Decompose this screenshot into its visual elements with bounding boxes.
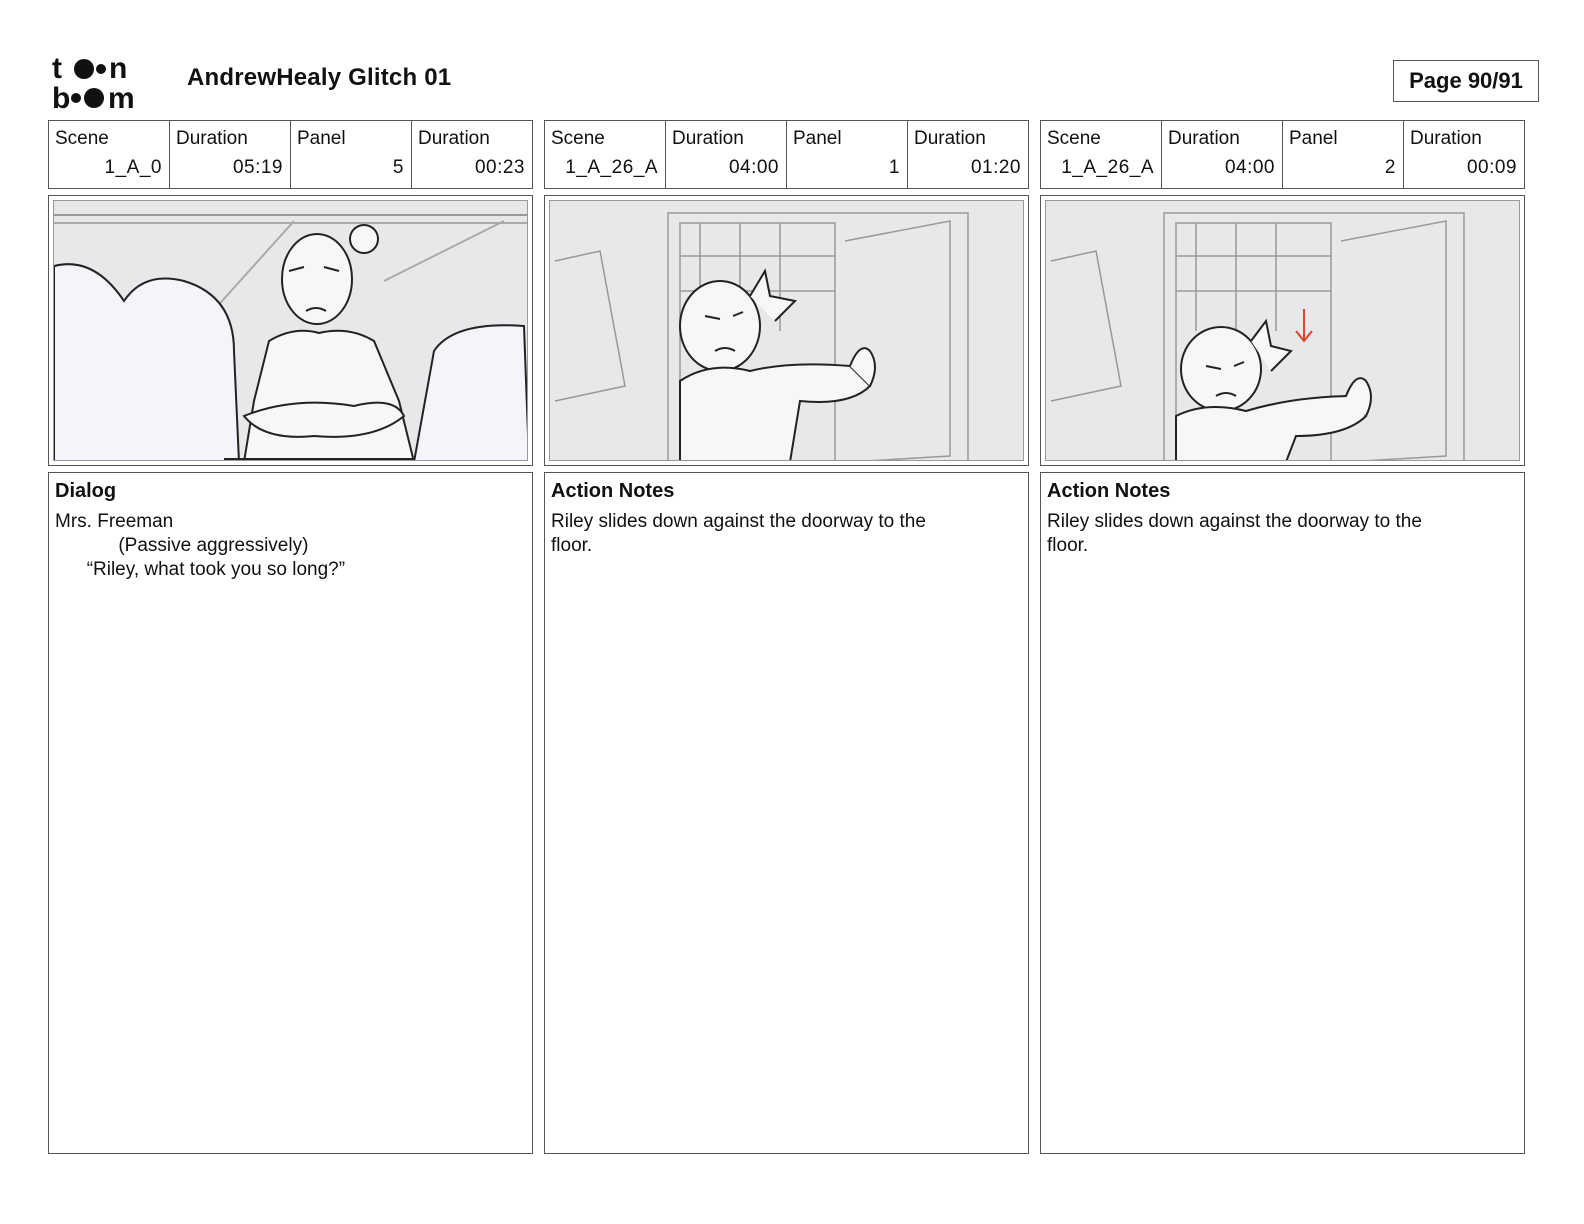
storyboard-frame[interactable]	[48, 195, 533, 466]
scene-duration-value: 04:00	[728, 157, 779, 178]
scene-value: 1_A_26_A	[565, 157, 658, 178]
notes-line: floor.	[1047, 535, 1089, 556]
toonboom-logo	[52, 52, 164, 112]
panel-duration-value: 01:20	[970, 157, 1021, 178]
scene-label: Scene	[55, 128, 109, 149]
storyboard-frame[interactable]	[1040, 195, 1525, 466]
panel-info-table	[544, 120, 1029, 189]
notes-box	[48, 472, 533, 1154]
svg-text:b: b	[52, 82, 71, 112]
duration-label: Duration	[418, 128, 490, 149]
duration-label: Duration	[672, 128, 744, 149]
panel-duration-cell	[908, 121, 1028, 188]
duration-label: Duration	[1168, 128, 1240, 149]
duration-label: Duration	[1410, 128, 1482, 149]
storyboard-frame[interactable]	[544, 195, 1029, 466]
notes-title: Dialog	[55, 480, 117, 502]
panel-duration-value: 00:23	[474, 157, 525, 178]
panel-label: Panel	[1289, 128, 1338, 149]
notes-line: Riley slides down against the doorway to the	[551, 511, 926, 532]
scene-duration-cell	[1162, 121, 1283, 188]
notes-title: Action Notes	[551, 480, 675, 502]
scene-duration-cell	[666, 121, 787, 188]
panel-cell	[1283, 121, 1404, 188]
scene-duration-value: 05:19	[232, 157, 283, 178]
notes-title: Action Notes	[1047, 480, 1171, 502]
sketch-image	[1045, 200, 1520, 461]
scene-cell	[1041, 121, 1162, 188]
scene-value: 1_A_26_A	[1061, 157, 1154, 178]
panel-label: Panel	[793, 128, 842, 149]
duration-label: Duration	[176, 128, 248, 149]
svg-text:m: m	[108, 82, 135, 112]
sketch-image	[549, 200, 1024, 461]
notes-line: floor.	[551, 535, 593, 556]
page-indicator: Page 90/91	[1393, 60, 1539, 102]
svg-text:t: t	[52, 52, 62, 85]
panel-duration-cell	[412, 121, 532, 188]
panel-value: 2	[1384, 157, 1396, 178]
scene-cell	[545, 121, 666, 188]
document-title: AndrewHealy Glitch 01	[187, 64, 452, 91]
panel-cell	[291, 121, 412, 188]
scene-label: Scene	[551, 128, 605, 149]
scene-cell	[49, 121, 170, 188]
notes-box	[1040, 472, 1525, 1154]
notes-box	[544, 472, 1029, 1154]
panel-value: 1	[888, 157, 900, 178]
scene-duration-value: 04:00	[1224, 157, 1275, 178]
notes-line: (Passive aggressively)	[55, 535, 309, 556]
scene-value: 1_A_0	[104, 157, 162, 178]
panel-cell	[787, 121, 908, 188]
scene-label: Scene	[1047, 128, 1101, 149]
panel-duration-cell	[1404, 121, 1524, 188]
sketch-image	[53, 200, 528, 461]
duration-label: Duration	[914, 128, 986, 149]
svg-text:n: n	[109, 52, 128, 85]
panel-info-table	[48, 120, 533, 189]
panel-info-table	[1040, 120, 1525, 189]
notes-line: “Riley, what took you so long?”	[55, 559, 346, 580]
notes-line: Riley slides down against the doorway to the	[1047, 511, 1422, 532]
panel-value: 5	[392, 157, 404, 178]
panel-duration-value: 00:09	[1466, 157, 1517, 178]
scene-duration-cell	[170, 121, 291, 188]
notes-line: Mrs. Freeman	[55, 511, 174, 532]
panel-label: Panel	[297, 128, 346, 149]
